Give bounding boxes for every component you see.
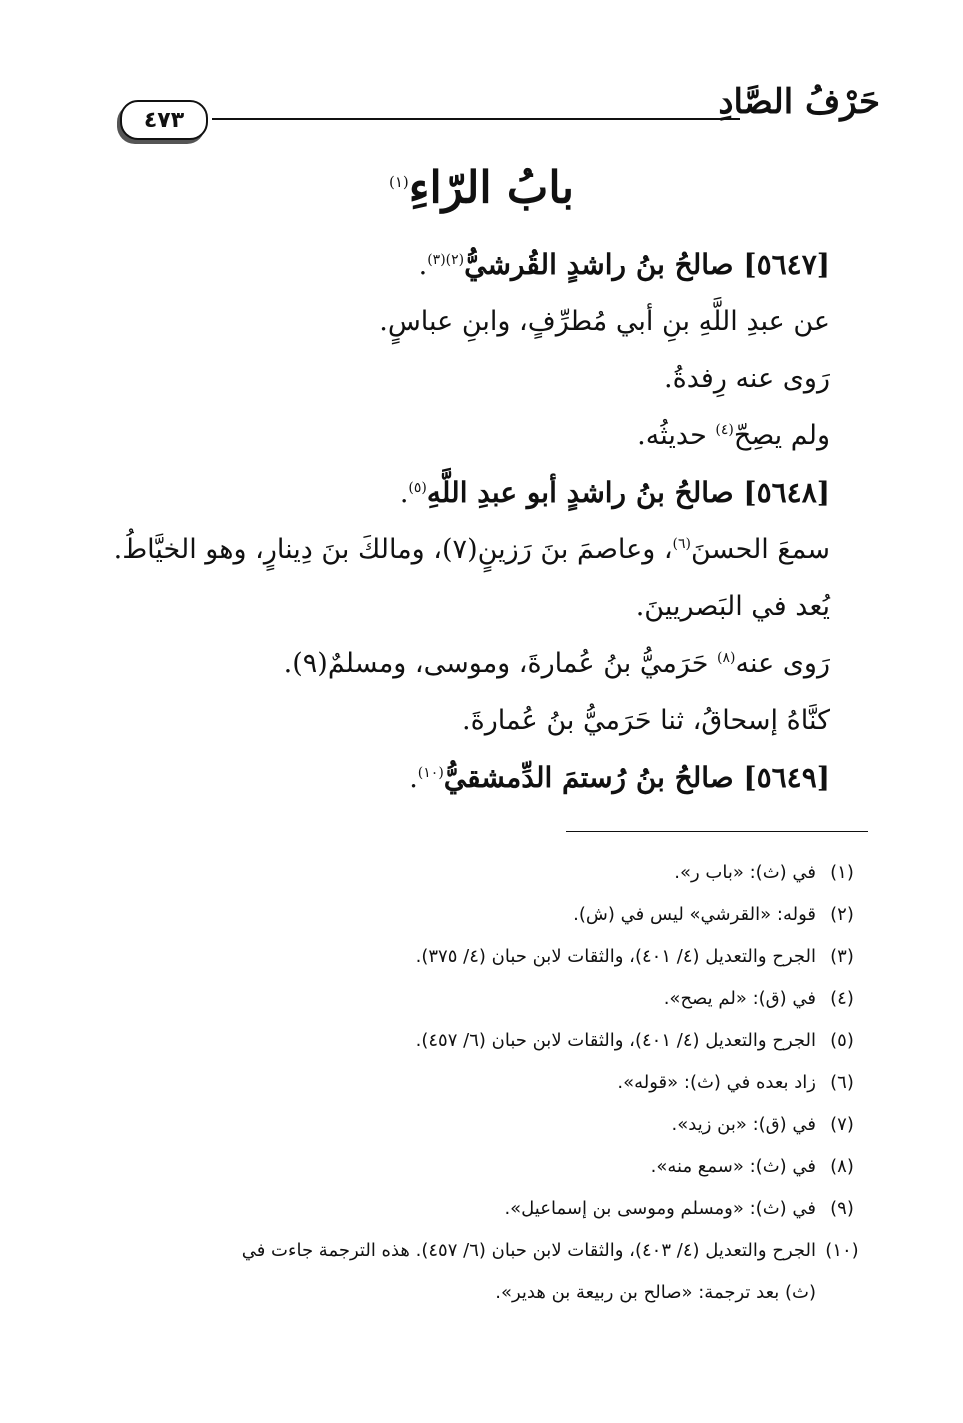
footnote-item xyxy=(108,1062,868,1104)
line-tail: . xyxy=(399,478,409,509)
footnote-item xyxy=(108,894,868,936)
footnote-text: في (ث): «سمع منه». xyxy=(650,1156,816,1177)
footnote-text: الجرح والتعديل (٤/ ٤٠٣)، والثقات لابن حبان (٦/ ٤٥٧). هذه الترجمة جاءت في xyxy=(241,1240,816,1261)
line-tail: حَرَميُّ بنُ عُمارةَ، وموسى، ومسلمٌ(٩). xyxy=(283,648,717,679)
body-line xyxy=(110,578,830,635)
chapter-title xyxy=(0,150,963,221)
page-header xyxy=(120,82,880,146)
footnote-reference: (٨) xyxy=(717,650,736,666)
footnote-text: الجرح والتعديل (٤/ ٤٠١)، والثقات لابن حبان (٤/ ٣٧٥). xyxy=(415,946,816,967)
body-line xyxy=(110,635,830,692)
entry-heading: [٥٦٤٧] صالحُ بنُ راشدٍ القُرشيُّ xyxy=(464,248,830,281)
body-line xyxy=(110,350,830,407)
entry-heading: [٥٦٤٨] صالحُ بنُ راشدٍ أبو عبدِ اللَّهِ xyxy=(426,476,830,509)
line-text: رَوى عنه رِفدةُ. xyxy=(664,363,830,394)
footnote-text: في (ق): «بن زيد». xyxy=(671,1114,816,1135)
footnote-item xyxy=(108,1230,868,1272)
footnote-continuation-block xyxy=(108,1272,868,1314)
footnote-continuation: (ث) بعد ترجمة: «صالح بن ربيعة بن هدير». xyxy=(495,1282,816,1303)
chapter-title-text: بابُ الرّاءِ xyxy=(408,162,574,214)
footnote-number: (٨) xyxy=(830,1156,854,1177)
line-text: عن عبدِ اللَّهِ بنِ أبي مُطرِّفٍ، وابنِ عباسٍ. xyxy=(379,306,830,337)
footnotes xyxy=(108,852,868,1272)
footnote-number: (٣) xyxy=(830,946,854,967)
footnote-text: في (ث): «ومسلم وموسى بن إسماعيل». xyxy=(504,1198,816,1219)
line-text: كنَّاهُ إسحاقُ، ثنا حَرَميُّ بنُ عُمارةَ. xyxy=(462,705,830,736)
footnote-reference: (٤) xyxy=(715,422,734,438)
footnote-text: زاد بعده في (ث): «قوله». xyxy=(617,1072,816,1093)
running-title: حَرْفُ الصَّادِ xyxy=(718,82,880,122)
footnote-reference: (١٠) xyxy=(417,765,444,781)
chapter-footnote-mark: (١) xyxy=(389,173,409,191)
footnote-item xyxy=(108,1146,868,1188)
footnote-reference: (٢)(٣) xyxy=(427,252,465,268)
footnote-number: (٤) xyxy=(830,988,854,1009)
footnote-reference: (٦) xyxy=(672,536,692,552)
footnote-number: (٦) xyxy=(830,1072,854,1093)
footnote-number: (٥) xyxy=(830,1030,854,1051)
footnote-item xyxy=(108,1104,868,1146)
page-number-badge: ٤٧٣ xyxy=(120,100,208,140)
footnote-text: الجرح والتعديل (٤/ ٤٠١)، والثقات لابن حبان (٦/ ٤٥٧). xyxy=(415,1030,816,1051)
footnote-text: في (ث): «باب ر». xyxy=(674,862,816,883)
body-line xyxy=(110,293,830,350)
footnote-number: (١) xyxy=(830,862,854,883)
body-line xyxy=(110,521,830,578)
body-line xyxy=(110,749,830,806)
footnote-item xyxy=(108,978,868,1020)
footnote-item xyxy=(108,1020,868,1062)
footnote-item xyxy=(108,852,868,894)
footnote-separator xyxy=(566,831,868,832)
header-rule xyxy=(212,118,740,120)
line-tail: . xyxy=(418,250,428,281)
body-line xyxy=(110,692,830,749)
body-line xyxy=(110,236,830,293)
body-text xyxy=(110,236,830,806)
line-text: سمعَ الحسنَ xyxy=(691,534,830,565)
line-tail: ، وعاصمَ بنَ رَزينٍ(٧)، ومالكَ بنَ دِينارٍ، وهو الخيَّاطُ. xyxy=(113,534,673,565)
footnote-number: (٢) xyxy=(830,904,854,925)
line-text: رَوى عنه xyxy=(735,648,830,679)
footnote-text: في (ق): «لم يصح». xyxy=(663,988,816,1009)
footnote-text: قوله: «القرشي» ليس في (ش). xyxy=(573,904,816,925)
entry-heading: [٥٦٤٩] صالحُ بنُ رُستمَ الدِّمشقيُّ xyxy=(443,761,830,794)
footnote-reference: (٥) xyxy=(408,480,427,496)
line-tail: . xyxy=(409,763,418,794)
line-tail: حديثُه. xyxy=(637,420,716,451)
footnote-number: (١٠) xyxy=(825,1240,859,1261)
footnote-item xyxy=(108,1188,868,1230)
body-line xyxy=(110,464,830,521)
body-line xyxy=(110,407,830,464)
line-text: ولم يصِحّ xyxy=(733,420,830,451)
line-text: يُعد في البَصريينَ. xyxy=(635,591,830,622)
footnote-item xyxy=(108,936,868,978)
footnote-number: (٩) xyxy=(830,1198,854,1219)
footnote-number: (٧) xyxy=(830,1114,854,1135)
